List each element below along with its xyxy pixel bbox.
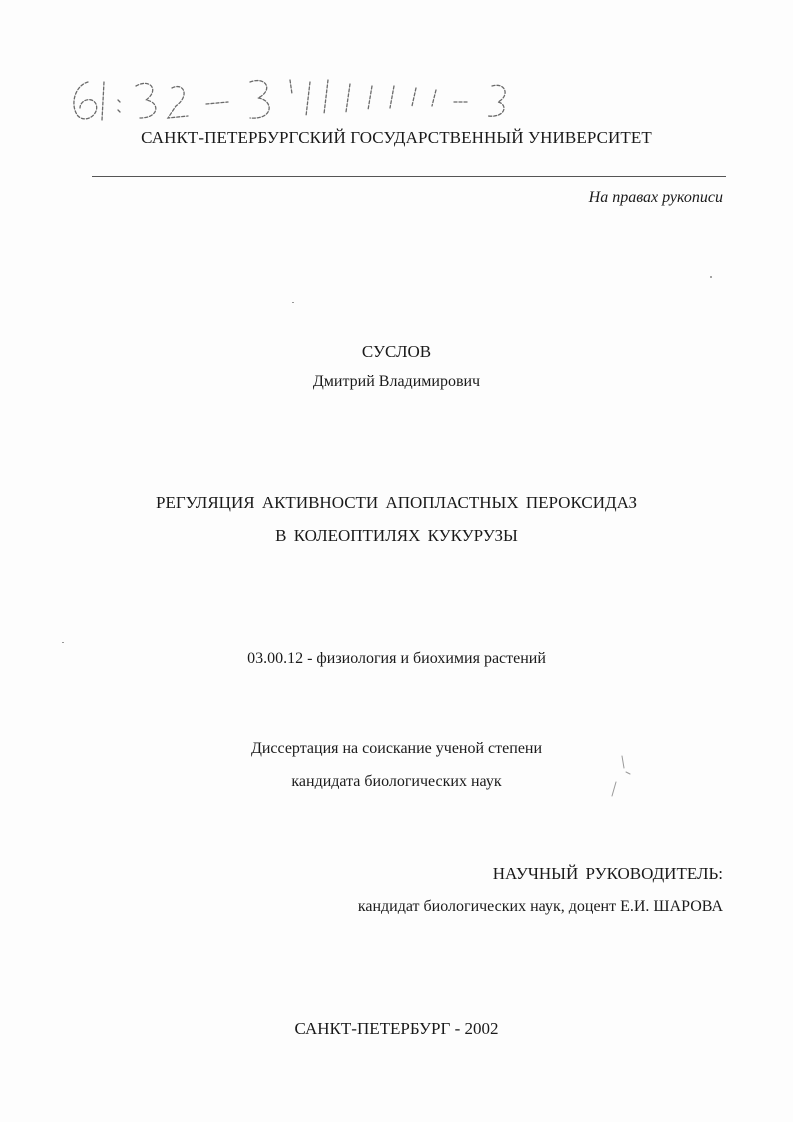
rights-note: На правах рукописи xyxy=(588,189,723,206)
header-divider xyxy=(92,176,726,177)
handwritten-archive-number xyxy=(60,62,530,132)
author-surname: СУСЛОВ xyxy=(361,342,432,361)
scan-speck xyxy=(710,276,712,278)
pencil-mark xyxy=(600,752,640,802)
dissertation-degree-line-1: Диссертация на соискание ученой степени xyxy=(250,740,543,757)
author-given-names: Дмитрий Владимирович xyxy=(312,373,481,390)
university-name: САНКТ-ПЕТЕРБУРГСКИЙ ГОСУДАРСТВЕННЫЙ УНИВЕРСИТЕТ xyxy=(141,128,652,147)
advisor-name: кандидат биологических наук, доцент Е.И. ШАРОВА xyxy=(357,898,723,915)
handwritten-mark-text: 61:02-3/1111-9 xyxy=(60,130,67,131)
city-year: САНКТ-ПЕТЕРБУРГ - 2002 xyxy=(294,1019,499,1038)
advisor-label: НАУЧНЫЙ РУКОВОДИТЕЛЬ: xyxy=(492,864,723,883)
scan-speck xyxy=(292,302,294,303)
dissertation-degree-line-2: кандидата биологических наук xyxy=(291,773,502,790)
scan-speck xyxy=(62,642,64,643)
specialty-code: 03.00.12 - физиология и биохимия растений xyxy=(247,650,546,667)
thesis-title-line-1: РЕГУЛЯЦИЯ АКТИВНОСТИ АПОПЛАСТНЫХ ПЕРОКСИДАЗ xyxy=(156,493,637,512)
thesis-title-line-2: В КОЛЕОПТИЛЯХ КУКУРУЗЫ xyxy=(275,526,518,545)
